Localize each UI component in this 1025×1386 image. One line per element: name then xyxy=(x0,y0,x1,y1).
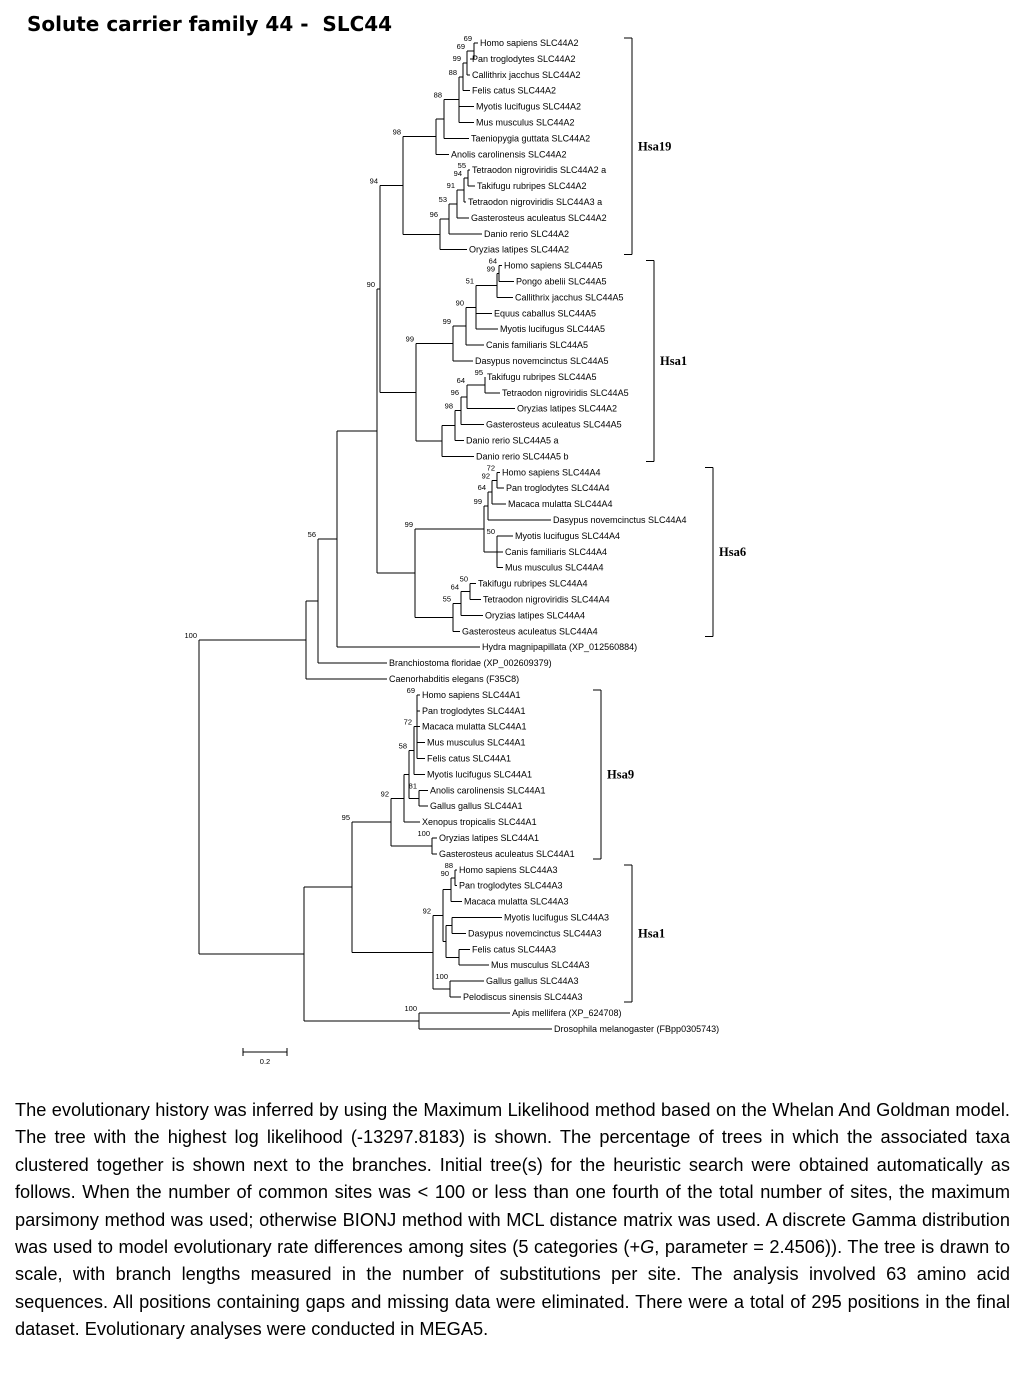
scale-bar-label: 0.2 xyxy=(259,1057,271,1066)
bootstrap-value: 95 xyxy=(341,813,350,823)
taxon-label: Dasypus novemcinctus SLC44A4 xyxy=(553,515,687,525)
taxon-label: Myotis lucifugus SLC44A2 xyxy=(476,101,582,112)
taxon-label: Homo sapiens SLC44A1 xyxy=(422,689,521,700)
taxon-label: Callithrix jacchus SLC44A2 xyxy=(472,69,581,80)
taxon-label: Callithrix jacchus SLC44A5 xyxy=(515,292,624,303)
taxon-label: Anolis carolinensis SLC44A2 xyxy=(451,149,567,160)
bootstrap-value: 64 xyxy=(488,256,497,266)
taxon-label: Pan troglodytes SLC44A1 xyxy=(422,705,526,716)
bootstrap-value: 96 xyxy=(450,387,459,397)
bootstrap-value: 99 xyxy=(473,497,482,507)
taxon-label: Homo sapiens SLC44A5 xyxy=(504,260,603,271)
taxon-label: Taeniopygia guttata SLC44A2 xyxy=(471,133,591,144)
bootstrap-value: 95 xyxy=(474,367,483,377)
bootstrap-value: 88 xyxy=(448,67,457,77)
caption-gamma-symbol: G xyxy=(640,1237,655,1258)
bootstrap-value: 50 xyxy=(459,574,468,584)
taxon-label: Felis catus SLC44A2 xyxy=(472,85,557,96)
bootstrap-value: 99 xyxy=(486,264,495,274)
taxon-label: Equus caballus SLC44A5 xyxy=(494,308,597,319)
taxon-label: Homo sapiens SLC44A3 xyxy=(459,864,558,875)
taxon-label: Tetraodon nigroviridis SLC44A3 a xyxy=(468,197,603,207)
taxon-label: Gasterosteus aculeatus SLC44A2 xyxy=(471,212,607,223)
bootstrap-value: 99 xyxy=(452,53,461,63)
bootstrap-value: 99 xyxy=(404,519,413,529)
taxon-label: Pongo abelii SLC44A5 xyxy=(516,276,607,287)
taxon-label: Mus musculus SLC44A4 xyxy=(505,562,604,573)
bootstrap-value: 55 xyxy=(457,161,466,171)
taxon-label: Takifugu rubripes SLC44A5 xyxy=(487,371,597,382)
bootstrap-value: 100 xyxy=(417,829,430,838)
taxon-label: Mus musculus SLC44A3 xyxy=(491,960,590,971)
page-title: Solute carrier family 44 - SLC44 xyxy=(27,12,393,36)
caption-text-before: The evolutionary history was inferred by using the Maximum Likelihood method based on the Whelan And Goldman model. The tree with the highest log likelihood (-13297.8183) is shown. The percentage of trees in which the associated taxa clustered together is shown next to the branches. Initial tree(s) for the heuristic search were obtained automatically as follows. When the number of common sites was < 100 or less than one fourth of the total number of sites, the maximum parsimony method was used; otherwise BIONJ method with MCL distance matrix was used. A discrete Gamma distribution was used to model evolutionary rate differences among sites (5 categories (+ xyxy=(15,1100,1010,1258)
bootstrap-value: 91 xyxy=(446,181,455,191)
taxon-label: Pan troglodytes SLC44A2 xyxy=(472,53,576,64)
bootstrap-value: 53 xyxy=(438,194,447,204)
bootstrap-value: 96 xyxy=(429,209,438,219)
taxon-label: Myotis lucifugus SLC44A4 xyxy=(515,530,621,541)
taxon-label: Gasterosteus aculeatus SLC44A1 xyxy=(439,848,575,859)
taxon-label: Xenopus tropicalis SLC44A1 xyxy=(422,817,537,828)
taxon-label: Anolis carolinensis SLC44A1 xyxy=(430,785,546,796)
taxon-label: Oryzias latipes SLC44A4 xyxy=(485,610,586,621)
bootstrap-value: 56 xyxy=(307,530,316,540)
bootstrap-value: 69 xyxy=(463,34,472,43)
bootstrap-value: 55 xyxy=(442,594,451,604)
bootstrap-value: 98 xyxy=(444,401,453,411)
taxon-label: Macaca mulatta SLC44A1 xyxy=(422,721,527,732)
bootstrap-value: 69 xyxy=(456,41,465,51)
taxon-label: Felis catus SLC44A3 xyxy=(472,944,557,955)
bootstrap-value: 92 xyxy=(481,471,490,481)
bootstrap-value: 64 xyxy=(477,483,486,493)
taxon-label: Oryzias latipes SLC44A1 xyxy=(439,833,540,843)
taxon-label: Oryzias latipes SLC44A2 xyxy=(469,244,570,255)
taxon-label: Gasterosteus aculeatus SLC44A4 xyxy=(462,626,598,637)
taxon-label: Pan troglodytes SLC44A4 xyxy=(506,483,610,494)
bootstrap-value: 50 xyxy=(486,526,495,536)
taxon-label: Apis mellifera (XP_624708) xyxy=(512,1007,622,1018)
bootstrap-value: 100 xyxy=(184,631,197,641)
clade-label: Hsa19 xyxy=(638,139,672,154)
bootstrap-value: 88 xyxy=(444,860,453,870)
taxon-label: Branchiostoma floridae (XP_002609379) xyxy=(389,658,552,669)
bootstrap-value: 99 xyxy=(442,317,451,327)
taxon-label: Homo sapiens SLC44A2 xyxy=(480,38,579,48)
taxon-label: Myotis lucifugus SLC44A1 xyxy=(427,769,533,780)
clade-label: Hsa6 xyxy=(719,544,747,559)
bootstrap-value: 51 xyxy=(465,276,474,286)
taxon-label: Tetraodon nigroviridis SLC44A4 xyxy=(483,594,610,605)
bootstrap-value: 94 xyxy=(453,169,462,179)
taxon-label: Gallus gallus SLC44A3 xyxy=(486,976,579,987)
bootstrap-value: 99 xyxy=(405,334,414,344)
taxon-label: Pelodiscus sinensis SLC44A3 xyxy=(463,992,583,1002)
bootstrap-value: 69 xyxy=(406,685,415,695)
bootstrap-value: 100 xyxy=(404,1003,417,1013)
bootstrap-value: 58 xyxy=(398,741,407,751)
taxon-label: Dasypus novemcinctus SLC44A3 xyxy=(468,928,602,939)
clade-label: Hsa1 xyxy=(660,354,688,368)
bootstrap-value: 94 xyxy=(369,176,378,186)
taxon-label: Takifugu rubripes SLC44A2 xyxy=(477,181,587,192)
taxon-label: Canis familiaris SLC44A4 xyxy=(505,546,608,557)
bootstrap-value: 92 xyxy=(422,906,431,916)
taxon-label: Homo sapiens SLC44A4 xyxy=(502,467,601,478)
figure-caption xyxy=(15,1097,1010,1344)
taxon-label: Mus musculus SLC44A2 xyxy=(476,117,575,128)
bootstrap-value: 72 xyxy=(403,717,412,727)
caption-text-after: , parameter = 2.4506)). The tree is drawn to scale, with branch lengths measured in the number of substitutions per site. The analysis involved 63 amino acid sequences. All positions containing gaps and missing data were eliminated. There were a total of 295 positions in the final dataset. Evolutionary analyses were conducted in MEGA5. xyxy=(15,1237,1010,1340)
bootstrap-value: 72 xyxy=(486,463,495,473)
clade-label: Hsa9 xyxy=(607,767,635,782)
bootstrap-value: 92 xyxy=(380,789,389,799)
taxon-label: Felis catus SLC44A1 xyxy=(427,753,512,764)
taxon-label: Danio rerio SLC44A5 a xyxy=(466,435,559,446)
taxon-label: Macaca mulatta SLC44A4 xyxy=(508,499,613,510)
bootstrap-value: 100 xyxy=(435,972,448,982)
clade-label: Hsa1 xyxy=(638,926,666,941)
taxon-label: Dasypus novemcinctus SLC44A5 xyxy=(475,356,609,366)
taxon-label: Caenorhabditis elegans (F35C8) xyxy=(389,674,520,684)
taxon-label: Pan troglodytes SLC44A3 xyxy=(459,880,563,891)
bootstrap-value: 88 xyxy=(433,90,442,100)
bootstrap-value: 98 xyxy=(392,127,401,137)
taxon-label: Tetraodon nigroviridis SLC44A2 a xyxy=(472,165,607,176)
bootstrap-value: 90 xyxy=(440,868,449,878)
taxon-label: Drosophila melanogaster (FBpp0305743) xyxy=(554,1023,720,1034)
taxon-label: Mus musculus SLC44A1 xyxy=(427,737,526,748)
taxon-label: Myotis lucifugus SLC44A3 xyxy=(504,912,610,923)
taxon-label: Takifugu rubripes SLC44A4 xyxy=(478,578,588,589)
taxon-label: Gallus gallus SLC44A1 xyxy=(430,801,523,812)
taxon-label: Macaca mulatta SLC44A3 xyxy=(464,896,569,907)
bootstrap-value: 64 xyxy=(450,582,459,592)
bootstrap-value: 90 xyxy=(455,298,464,308)
taxon-label: Oryzias latipes SLC44A2 xyxy=(517,403,618,414)
taxon-label: Tetraodon nigroviridis SLC44A5 xyxy=(502,387,629,398)
taxon-label: Gasterosteus aculeatus SLC44A5 xyxy=(486,419,622,430)
taxon-label: Canis familiaris SLC44A5 xyxy=(486,340,589,351)
bootstrap-value: 64 xyxy=(456,375,465,385)
bootstrap-value: 81 xyxy=(408,781,417,791)
taxon-label: Danio rerio SLC44A2 xyxy=(484,228,570,239)
bootstrap-value: 90 xyxy=(366,279,375,289)
taxon-label: Myotis lucifugus SLC44A5 xyxy=(500,324,606,335)
taxon-label: Hydra magnipapillata (XP_012560884) xyxy=(482,642,638,653)
taxon-label: Danio rerio SLC44A5 b xyxy=(476,451,569,462)
